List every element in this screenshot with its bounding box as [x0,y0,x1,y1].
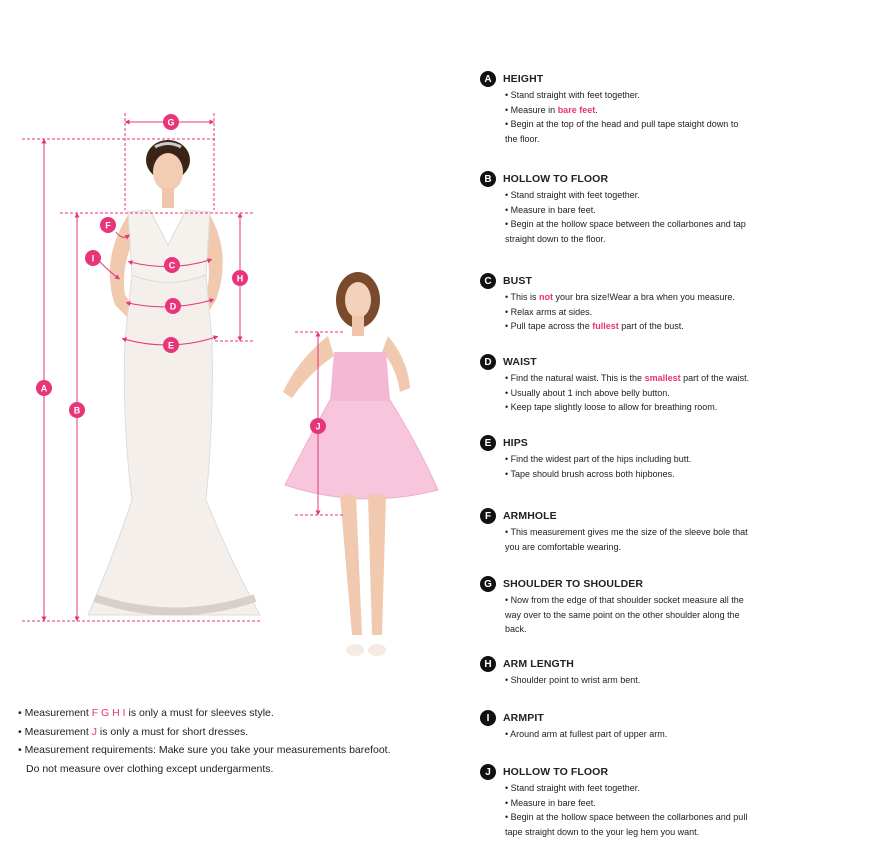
bullet-line [505,400,875,415]
svg-text:B: B [73,405,81,416]
measurement-notes [18,704,458,778]
bullet-line [505,232,875,247]
bullet-text: • Measure in bare feet. [505,797,596,808]
section-bullets [480,371,875,415]
bullet-text: back. [505,624,527,634]
section-header [480,507,875,525]
svg-text:F: F [105,220,111,231]
section-title: ARMPIT [503,712,544,724]
section-bullets [480,525,875,554]
bullet-text: • Stand straight with feet together. [505,90,640,100]
section-header [480,70,875,88]
bullet-line [505,673,875,688]
svg-text:J: J [315,421,321,432]
bullet-text: • Begin at the top of the head and pull tape staight down to [505,119,739,129]
marker-b [69,402,85,418]
bullet-line [505,622,875,637]
bullet-line [505,371,875,386]
bullet-line [505,103,875,118]
bullet-line [505,467,875,482]
svg-text:I: I [91,253,95,264]
bullet-text: straight down to the floor. [505,233,606,244]
section-badge: D [480,354,496,370]
measurement-diagram [0,0,470,690]
svg-text:A: A [40,383,48,394]
section-hollow-to-floor [480,170,875,246]
section-badge: E [480,435,496,451]
svg-text:H: H [236,273,244,284]
bullet-line [505,188,875,203]
bullet-text: part of the bust. [618,321,684,331]
marker-f [100,217,116,233]
section-title: ARM LENGTH [503,658,574,670]
section-height [480,70,875,146]
bullet-text: part of the waist. [680,373,750,383]
section-bullets [480,88,875,146]
section-bullets [480,781,875,839]
bullet-text: • Find the widest part of the hips including butt. [505,454,692,464]
section-bullets [480,290,875,334]
bullet-text: • Pull tape across the [505,321,593,331]
section-header [480,353,875,371]
bullet-text: the floor. [505,133,540,144]
section-shoulder-to-shoulder [480,575,875,637]
svg-text:C: C [168,260,176,271]
section-bullets [480,452,875,481]
section-header [480,272,875,290]
marker-d [165,298,181,314]
note-line-1: • Measurement F G H I is only a must for sleeves style. [18,707,274,719]
section-title: HOLLOW TO FLOOR [503,766,609,778]
svg-text:D: D [169,301,177,312]
section-header [480,763,875,781]
bullet-text: • Find the natural waist. This is the [505,373,645,383]
bullet-text: • Relax arms at sides. [505,306,593,317]
marker-i [85,250,101,266]
marker-a [36,380,52,396]
marker-g [163,114,179,130]
section-badge: I [480,710,496,726]
marker-j [310,418,326,434]
note-line-4: Do not measure over clothing except undergarments. [26,762,274,775]
section-header [480,655,875,673]
svg-text:G: G [167,117,175,128]
section-waist [480,353,875,415]
bullet-line [505,132,875,147]
bullet-line [505,796,875,811]
section-header [480,709,875,727]
bullet-text: way over to the same point on the other shoulder along the [505,609,740,620]
section-title: HEIGHT [503,73,544,85]
section-title: SHOULDER TO SHOULDER [503,578,644,590]
bullet-line [505,525,875,540]
section-armhole [480,507,875,554]
bullet-line [505,203,875,218]
bullet-line [505,727,875,742]
bullet-line [505,825,875,840]
section-badge: H [480,656,496,672]
bullet-line [505,217,875,232]
section-badge: A [480,71,496,87]
section-arm-length [480,655,875,688]
bullet-text: • Begin at the hollow space between the collarbones and tap [505,219,746,229]
bullet-text: • Around arm at fullest part of upper arm. [505,729,668,739]
bullet-text: • Measure in bare feet. [505,204,596,215]
section-armpit [480,709,875,742]
marker-h [232,270,248,286]
section-badge: C [480,273,496,289]
bullet-text: • Begin at the hollow space between the collarbones and pull [505,812,748,822]
bullet-line [505,608,875,623]
section-bullets [480,593,875,637]
svg-text:E: E [167,340,175,351]
highlight-text: fullest [592,321,619,331]
bullet-line [505,386,875,401]
bullet-text: • Stand straight with feet together. [505,190,640,200]
section-bullets [480,188,875,246]
section-title: WAIST [503,356,537,368]
bullet-line [505,540,875,555]
bullet-line [505,593,875,608]
bullet-line [505,781,875,796]
section-title: HIPS [503,437,528,449]
section-hips [480,434,875,481]
bullet-line [505,117,875,132]
bullet-line [505,88,875,103]
bullet-line [505,452,875,467]
bullet-text: • Tape should brush across both hipbones. [505,468,675,479]
bullet-text: . [595,104,598,115]
bullet-text: • Keep tape slightly loose to allow for breathing room. [505,402,718,412]
highlight-text: bare feet [557,104,596,115]
marker-c [164,257,180,273]
highlight-text: smallest [644,373,681,383]
section-title: BUST [503,275,532,287]
section-badge: G [480,576,496,592]
section-title: ARMHOLE [503,510,557,522]
bullet-text: • Measure in [505,104,558,115]
bullet-text: • This is [505,292,539,302]
bride-figure [88,140,260,615]
bullet-text: you are comfortable wearing. [505,541,622,552]
marker-e [163,337,179,353]
bullet-line [505,319,875,334]
section-badge: J [480,764,496,780]
section-header [480,434,875,452]
section-title: HOLLOW TO FLOOR [503,173,609,185]
bullet-text: • Now from the edge of that shoulder socket measure all the [505,595,744,605]
bullet-text: • Usually about 1 inch above belly button. [505,387,670,398]
note-line-3: • Measurement requirements: Make sure you take your measurements barefoot. [18,744,391,756]
section-badge: F [480,508,496,524]
section-header [480,170,875,188]
bullet-text: • This measurement gives me the size of the sleeve bole that [505,527,748,537]
bullet-line [505,810,875,825]
note-line-2: • Measurement J is only a must for short dresses. [18,725,249,738]
section-bullets [480,673,875,688]
bullet-line [505,305,875,320]
bullet-text: • Stand straight with feet together. [505,783,640,793]
section-bust [480,272,875,334]
bullet-line [505,290,875,305]
section-bullets [480,727,875,742]
girl-figure [283,272,438,656]
bullet-text: tape straight down to the your leg hem you want. [505,826,700,837]
highlight-text: not [539,292,553,302]
bullet-text: your bra size!Wear a bra when you measure. [553,292,735,302]
section-header [480,575,875,593]
bullet-text: • Shoulder point to wrist arm bent. [505,675,641,685]
section-badge: B [480,171,496,187]
section-hollow-to-floor [480,763,875,839]
